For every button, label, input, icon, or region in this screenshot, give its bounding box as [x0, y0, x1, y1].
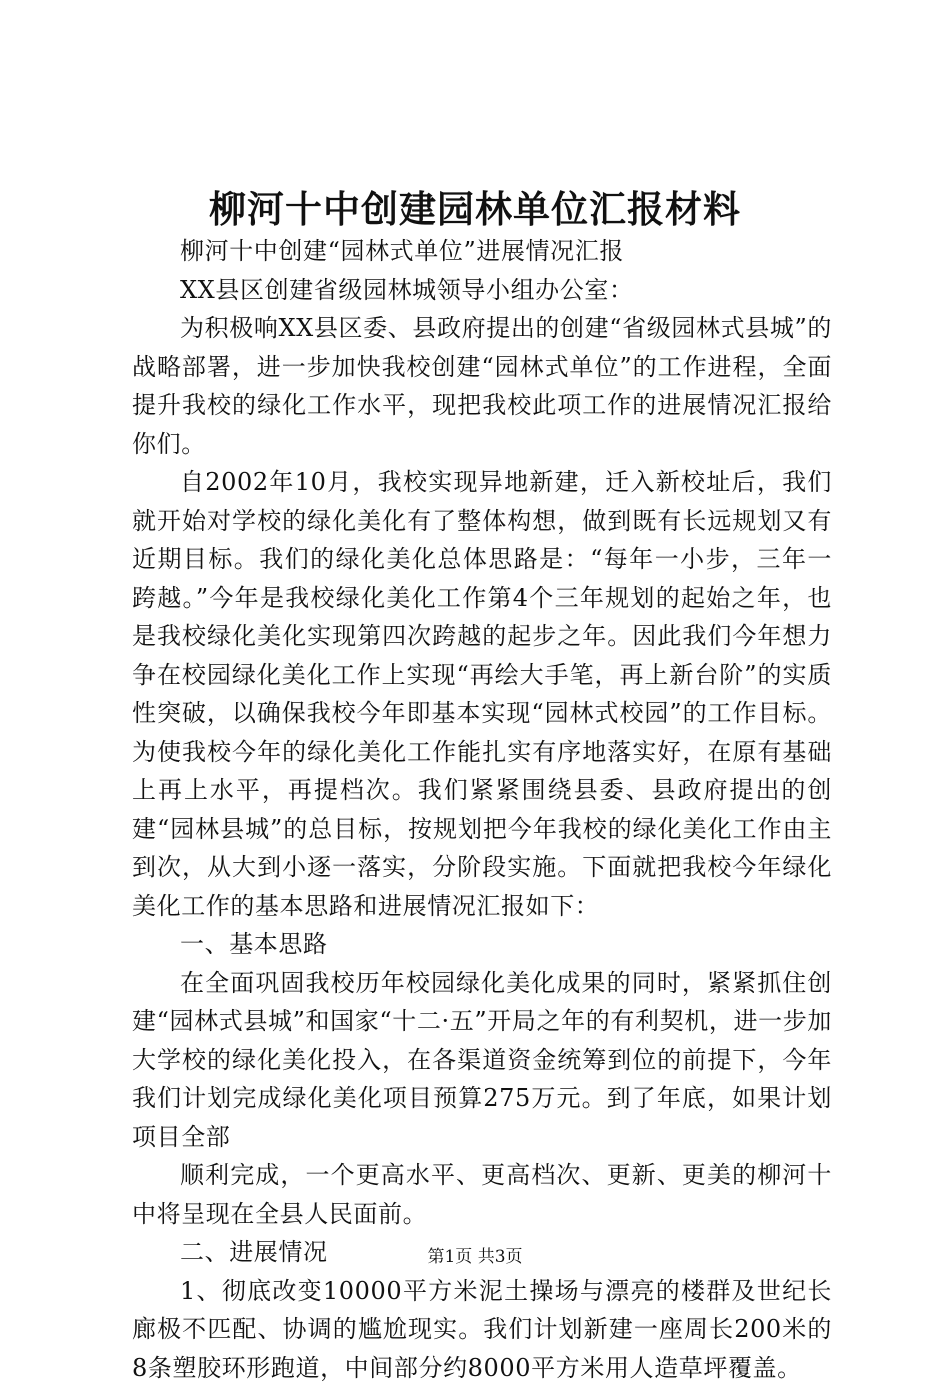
paragraph-background: 自2002年10月，我校实现异地新建，迁入新校址后，我们就开始对学校的绿化美化有了整体构想，做到既有长远规划又有近期目标。我们的绿化美化总体思路是：“每年一小步，三年一跨越。”今年是我校绿化美化工作第4个三年规划的起始之年，也是我校绿化美化实现第四次跨越的起步之年。因此我们今年想力争在校园绿化美化工作上实现“再绘大手笔，再上新台阶”的实质性突破，以确保我校今年即基本实现“园林式校园”的工作目标。为使我校今年的绿化美化工作能扎实有序地落实好，在原有基础上再上水平，再提档次。我们紧紧围绕县委、县政府提出的创建“园林县城”的总目标，按规划把今年我校的绿化美化工作由主到次，从大到小逐一落实，分阶段实施。下面就把我校今年绿化美化工作的基本思路和进展情况汇报如下：: [132, 463, 832, 925]
document-body: [132, 232, 832, 1387]
paragraph-basic-ideas: 在全面巩固我校历年校园绿化美化成果的同时，紧紧抓住创建“园林式县城”和国家“十二·五”开局之年的有利契机，进一步加大学校的绿化美化投入，在各渠道资金统筹到位的前提下，今年我们计划完成绿化美化项目预算275万元。到了年底，如果计划项目全部: [132, 964, 832, 1157]
page-number-footer: 第1页 共3页: [0, 1246, 950, 1268]
section-heading-basic-ideas: 一、基本思路: [132, 925, 832, 964]
paragraph-completion: 顺利完成，一个更高水平、更高档次、更新、更美的柳河十中将呈现在全县人民面前。: [132, 1156, 832, 1233]
document-title: 柳河十中创建园林单位汇报材料: [0, 183, 950, 235]
paragraph-progress-item-1: 1、彻底改变10000平方米泥土操场与漂亮的楼群及世纪长廊极不匹配、协调的尴尬现实。我们计划新建一座周长200米的8条塑胶环形跑道，中间部分约8000平方米用人造草坪覆盖。: [132, 1272, 832, 1387]
section-heading-progress: 二、进展情况: [132, 1233, 832, 1272]
recipient-line: XX县区创建省级园林城领导小组办公室：: [132, 271, 832, 310]
report-heading: 柳河十中创建“园林式单位”进展情况汇报: [132, 232, 832, 271]
paragraph-intro: 为积极响XX县区委、县政府提出的创建“省级园林式县城”的战略部署，进一步加快我校创建“园林式单位”的工作进程，全面提升我校的绿化工作水平，现把我校此项工作的进展情况汇报给你们。: [132, 309, 832, 463]
